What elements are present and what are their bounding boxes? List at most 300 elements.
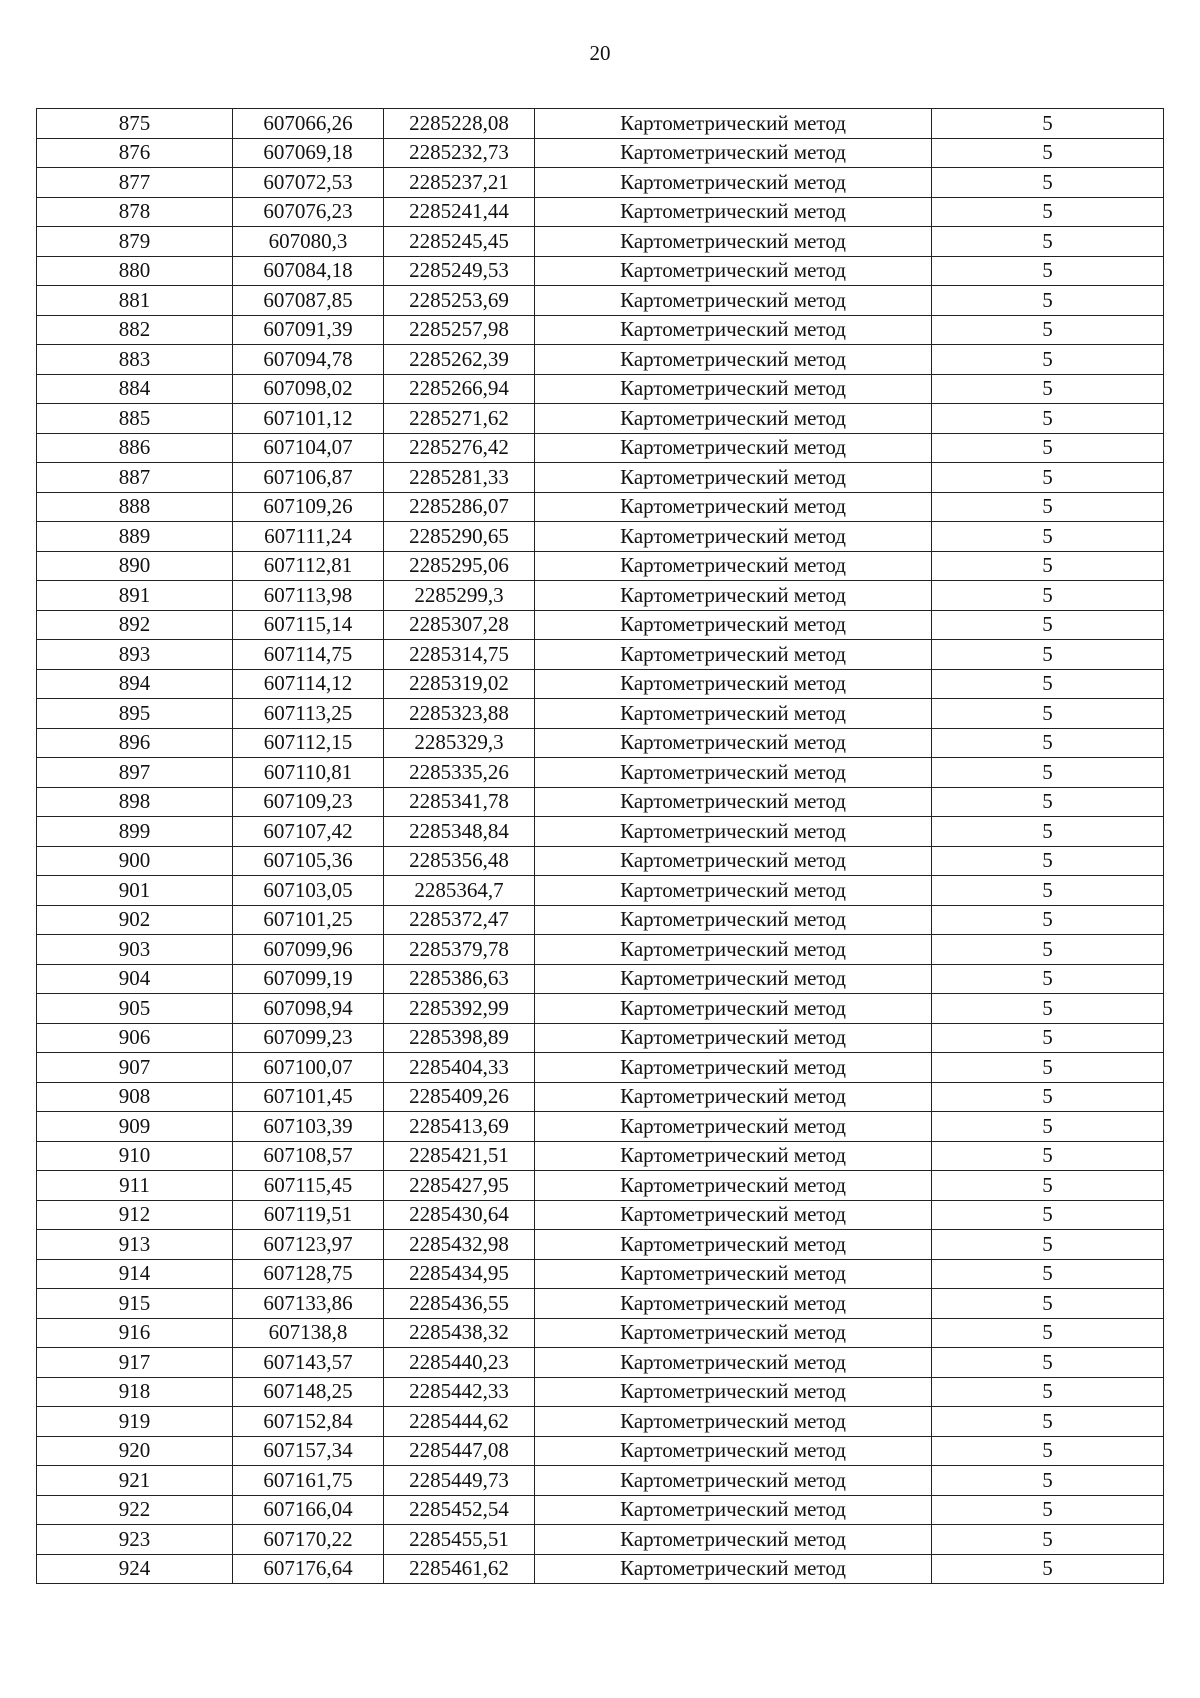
method-cell: Картометрический метод bbox=[535, 1348, 932, 1378]
point-number-cell: 923 bbox=[37, 1525, 233, 1555]
table-row bbox=[37, 433, 1164, 463]
y-coordinate-cell: 2285440,23 bbox=[384, 1348, 535, 1378]
x-coordinate-cell: 607099,96 bbox=[233, 935, 384, 965]
table-row bbox=[37, 551, 1164, 581]
accuracy-cell: 5 bbox=[932, 227, 1164, 257]
accuracy-cell: 5 bbox=[932, 581, 1164, 611]
y-coordinate-cell: 2285348,84 bbox=[384, 817, 535, 847]
point-number-cell: 910 bbox=[37, 1141, 233, 1171]
point-number-cell: 912 bbox=[37, 1200, 233, 1230]
accuracy-cell: 5 bbox=[932, 168, 1164, 198]
x-coordinate-cell: 607176,64 bbox=[233, 1554, 384, 1584]
accuracy-cell: 5 bbox=[932, 404, 1164, 434]
y-coordinate-cell: 2285232,73 bbox=[384, 138, 535, 168]
y-coordinate-cell: 2285398,89 bbox=[384, 1023, 535, 1053]
accuracy-cell: 5 bbox=[932, 1082, 1164, 1112]
accuracy-cell: 5 bbox=[932, 109, 1164, 139]
x-coordinate-cell: 607104,07 bbox=[233, 433, 384, 463]
accuracy-cell: 5 bbox=[932, 669, 1164, 699]
method-cell: Картометрический метод bbox=[535, 1171, 932, 1201]
method-cell: Картометрический метод bbox=[535, 817, 932, 847]
method-cell: Картометрический метод bbox=[535, 1525, 932, 1555]
point-number-cell: 882 bbox=[37, 315, 233, 345]
y-coordinate-cell: 2285427,95 bbox=[384, 1171, 535, 1201]
x-coordinate-cell: 607152,84 bbox=[233, 1407, 384, 1437]
accuracy-cell: 5 bbox=[932, 1230, 1164, 1260]
accuracy-cell: 5 bbox=[932, 1466, 1164, 1496]
method-cell: Картометрический метод bbox=[535, 551, 932, 581]
point-number-cell: 901 bbox=[37, 876, 233, 906]
table-row bbox=[37, 1259, 1164, 1289]
x-coordinate-cell: 607112,15 bbox=[233, 728, 384, 758]
method-cell: Картометрический метод bbox=[535, 758, 932, 788]
method-cell: Картометрический метод bbox=[535, 846, 932, 876]
accuracy-cell: 5 bbox=[932, 463, 1164, 493]
table-row bbox=[37, 1495, 1164, 1525]
y-coordinate-cell: 2285249,53 bbox=[384, 256, 535, 286]
y-coordinate-cell: 2285409,26 bbox=[384, 1082, 535, 1112]
table-row bbox=[37, 728, 1164, 758]
table-row bbox=[37, 1200, 1164, 1230]
x-coordinate-cell: 607094,78 bbox=[233, 345, 384, 375]
table-row bbox=[37, 964, 1164, 994]
table-row bbox=[37, 758, 1164, 788]
accuracy-cell: 5 bbox=[932, 256, 1164, 286]
accuracy-cell: 5 bbox=[932, 1436, 1164, 1466]
accuracy-cell: 5 bbox=[932, 1525, 1164, 1555]
x-coordinate-cell: 607072,53 bbox=[233, 168, 384, 198]
table-row bbox=[37, 1436, 1164, 1466]
table-row bbox=[37, 787, 1164, 817]
table-row bbox=[37, 699, 1164, 729]
y-coordinate-cell: 2285379,78 bbox=[384, 935, 535, 965]
method-cell: Картометрический метод bbox=[535, 1318, 932, 1348]
method-cell: Картометрический метод bbox=[535, 699, 932, 729]
y-coordinate-cell: 2285449,73 bbox=[384, 1466, 535, 1496]
x-coordinate-cell: 607080,3 bbox=[233, 227, 384, 257]
table-row bbox=[37, 345, 1164, 375]
accuracy-cell: 5 bbox=[932, 935, 1164, 965]
method-cell: Картометрический метод bbox=[535, 1407, 932, 1437]
point-number-cell: 896 bbox=[37, 728, 233, 758]
table-row bbox=[37, 138, 1164, 168]
x-coordinate-cell: 607111,24 bbox=[233, 522, 384, 552]
accuracy-cell: 5 bbox=[932, 1289, 1164, 1319]
table-row bbox=[37, 1377, 1164, 1407]
point-number-cell: 905 bbox=[37, 994, 233, 1024]
point-number-cell: 920 bbox=[37, 1436, 233, 1466]
accuracy-cell: 5 bbox=[932, 1259, 1164, 1289]
point-number-cell: 893 bbox=[37, 640, 233, 670]
point-number-cell: 909 bbox=[37, 1112, 233, 1142]
point-number-cell: 884 bbox=[37, 374, 233, 404]
method-cell: Картометрический метод bbox=[535, 876, 932, 906]
point-number-cell: 921 bbox=[37, 1466, 233, 1496]
y-coordinate-cell: 2285241,44 bbox=[384, 197, 535, 227]
point-number-cell: 876 bbox=[37, 138, 233, 168]
method-cell: Картометрический метод bbox=[535, 964, 932, 994]
point-number-cell: 917 bbox=[37, 1348, 233, 1378]
table-row bbox=[37, 935, 1164, 965]
x-coordinate-cell: 607119,51 bbox=[233, 1200, 384, 1230]
x-coordinate-cell: 607099,19 bbox=[233, 964, 384, 994]
y-coordinate-cell: 2285356,48 bbox=[384, 846, 535, 876]
table-row bbox=[37, 227, 1164, 257]
table-row bbox=[37, 1171, 1164, 1201]
y-coordinate-cell: 2285281,33 bbox=[384, 463, 535, 493]
point-number-cell: 902 bbox=[37, 905, 233, 935]
y-coordinate-cell: 2285257,98 bbox=[384, 315, 535, 345]
point-number-cell: 907 bbox=[37, 1053, 233, 1083]
point-number-cell: 898 bbox=[37, 787, 233, 817]
point-number-cell: 900 bbox=[37, 846, 233, 876]
accuracy-cell: 5 bbox=[932, 138, 1164, 168]
point-number-cell: 904 bbox=[37, 964, 233, 994]
y-coordinate-cell: 2285314,75 bbox=[384, 640, 535, 670]
method-cell: Картометрический метод bbox=[535, 1259, 932, 1289]
x-coordinate-cell: 607108,57 bbox=[233, 1141, 384, 1171]
y-coordinate-cell: 2285444,62 bbox=[384, 1407, 535, 1437]
x-coordinate-cell: 607115,14 bbox=[233, 610, 384, 640]
method-cell: Картометрический метод bbox=[535, 994, 932, 1024]
method-cell: Картометрический метод bbox=[535, 197, 932, 227]
y-coordinate-cell: 2285319,02 bbox=[384, 669, 535, 699]
accuracy-cell: 5 bbox=[932, 817, 1164, 847]
method-cell: Картометрический метод bbox=[535, 1554, 932, 1584]
point-number-cell: 908 bbox=[37, 1082, 233, 1112]
x-coordinate-cell: 607101,25 bbox=[233, 905, 384, 935]
table-row bbox=[37, 1289, 1164, 1319]
page-number: 20 bbox=[589, 41, 611, 65]
x-coordinate-cell: 607069,18 bbox=[233, 138, 384, 168]
y-coordinate-cell: 2285461,62 bbox=[384, 1554, 535, 1584]
y-coordinate-cell: 2285253,69 bbox=[384, 286, 535, 316]
table-row bbox=[37, 1230, 1164, 1260]
method-cell: Картометрический метод bbox=[535, 227, 932, 257]
x-coordinate-cell: 607138,8 bbox=[233, 1318, 384, 1348]
method-cell: Картометрический метод bbox=[535, 787, 932, 817]
y-coordinate-cell: 2285438,32 bbox=[384, 1318, 535, 1348]
y-coordinate-cell: 2285432,98 bbox=[384, 1230, 535, 1260]
y-coordinate-cell: 2285266,94 bbox=[384, 374, 535, 404]
method-cell: Картометрический метод bbox=[535, 1230, 932, 1260]
accuracy-cell: 5 bbox=[932, 522, 1164, 552]
point-number-cell: 922 bbox=[37, 1495, 233, 1525]
x-coordinate-cell: 607103,39 bbox=[233, 1112, 384, 1142]
method-cell: Картометрический метод bbox=[535, 1112, 932, 1142]
y-coordinate-cell: 2285295,06 bbox=[384, 551, 535, 581]
accuracy-cell: 5 bbox=[932, 1023, 1164, 1053]
method-cell: Картометрический метод bbox=[535, 463, 932, 493]
y-coordinate-cell: 2285290,65 bbox=[384, 522, 535, 552]
accuracy-cell: 5 bbox=[932, 1318, 1164, 1348]
table-row bbox=[37, 1554, 1164, 1584]
y-coordinate-cell: 2285413,69 bbox=[384, 1112, 535, 1142]
method-cell: Картометрический метод bbox=[535, 905, 932, 935]
x-coordinate-cell: 607098,02 bbox=[233, 374, 384, 404]
table-row bbox=[37, 640, 1164, 670]
point-number-cell: 885 bbox=[37, 404, 233, 434]
table-row bbox=[37, 1407, 1164, 1437]
method-cell: Картометрический метод bbox=[535, 1200, 932, 1230]
y-coordinate-cell: 2285421,51 bbox=[384, 1141, 535, 1171]
accuracy-cell: 5 bbox=[932, 551, 1164, 581]
table-row bbox=[37, 315, 1164, 345]
point-number-cell: 911 bbox=[37, 1171, 233, 1201]
method-cell: Картометрический метод bbox=[535, 286, 932, 316]
x-coordinate-cell: 607143,57 bbox=[233, 1348, 384, 1378]
method-cell: Картометрический метод bbox=[535, 522, 932, 552]
point-number-cell: 890 bbox=[37, 551, 233, 581]
point-number-cell: 880 bbox=[37, 256, 233, 286]
accuracy-cell: 5 bbox=[932, 492, 1164, 522]
method-cell: Картометрический метод bbox=[535, 138, 932, 168]
x-coordinate-cell: 607084,18 bbox=[233, 256, 384, 286]
accuracy-cell: 5 bbox=[932, 728, 1164, 758]
point-number-cell: 891 bbox=[37, 581, 233, 611]
table-row bbox=[37, 1141, 1164, 1171]
x-coordinate-cell: 607106,87 bbox=[233, 463, 384, 493]
table-row bbox=[37, 1023, 1164, 1053]
y-coordinate-cell: 2285452,54 bbox=[384, 1495, 535, 1525]
table-row bbox=[37, 876, 1164, 906]
method-cell: Картометрический метод bbox=[535, 1053, 932, 1083]
method-cell: Картометрический метод bbox=[535, 1466, 932, 1496]
table-row bbox=[37, 404, 1164, 434]
y-coordinate-cell: 2285436,55 bbox=[384, 1289, 535, 1319]
x-coordinate-cell: 607105,36 bbox=[233, 846, 384, 876]
method-cell: Картометрический метод bbox=[535, 640, 932, 670]
table-row bbox=[37, 1112, 1164, 1142]
method-cell: Картометрический метод bbox=[535, 374, 932, 404]
y-coordinate-cell: 2285329,3 bbox=[384, 728, 535, 758]
point-number-cell: 913 bbox=[37, 1230, 233, 1260]
y-coordinate-cell: 2285455,51 bbox=[384, 1525, 535, 1555]
accuracy-cell: 5 bbox=[932, 433, 1164, 463]
x-coordinate-cell: 607098,94 bbox=[233, 994, 384, 1024]
table-row bbox=[37, 1348, 1164, 1378]
accuracy-cell: 5 bbox=[932, 374, 1164, 404]
method-cell: Картометрический метод bbox=[535, 109, 932, 139]
point-number-cell: 881 bbox=[37, 286, 233, 316]
method-cell: Картометрический метод bbox=[535, 492, 932, 522]
accuracy-cell: 5 bbox=[932, 1171, 1164, 1201]
x-coordinate-cell: 607123,97 bbox=[233, 1230, 384, 1260]
y-coordinate-cell: 2285271,62 bbox=[384, 404, 535, 434]
point-number-cell: 924 bbox=[37, 1554, 233, 1584]
accuracy-cell: 5 bbox=[932, 846, 1164, 876]
table-row bbox=[37, 994, 1164, 1024]
table-row bbox=[37, 168, 1164, 198]
accuracy-cell: 5 bbox=[932, 1495, 1164, 1525]
method-cell: Картометрический метод bbox=[535, 345, 932, 375]
y-coordinate-cell: 2285335,26 bbox=[384, 758, 535, 788]
x-coordinate-cell: 607066,26 bbox=[233, 109, 384, 139]
x-coordinate-cell: 607107,42 bbox=[233, 817, 384, 847]
accuracy-cell: 5 bbox=[932, 1377, 1164, 1407]
accuracy-cell: 5 bbox=[932, 610, 1164, 640]
y-coordinate-cell: 2285228,08 bbox=[384, 109, 535, 139]
accuracy-cell: 5 bbox=[932, 994, 1164, 1024]
table-row bbox=[37, 1053, 1164, 1083]
x-coordinate-cell: 607110,81 bbox=[233, 758, 384, 788]
table-row bbox=[37, 492, 1164, 522]
point-number-cell: 887 bbox=[37, 463, 233, 493]
accuracy-cell: 5 bbox=[932, 1554, 1164, 1584]
accuracy-cell: 5 bbox=[932, 1407, 1164, 1437]
y-coordinate-cell: 2285404,33 bbox=[384, 1053, 535, 1083]
x-coordinate-cell: 607087,85 bbox=[233, 286, 384, 316]
table-row bbox=[37, 109, 1164, 139]
table-row bbox=[37, 463, 1164, 493]
x-coordinate-cell: 607101,45 bbox=[233, 1082, 384, 1112]
x-coordinate-cell: 607170,22 bbox=[233, 1525, 384, 1555]
y-coordinate-cell: 2285286,07 bbox=[384, 492, 535, 522]
point-number-cell: 915 bbox=[37, 1289, 233, 1319]
table-row bbox=[37, 610, 1164, 640]
table-row bbox=[37, 905, 1164, 935]
coordinates-table bbox=[36, 108, 1164, 1584]
point-number-cell: 895 bbox=[37, 699, 233, 729]
y-coordinate-cell: 2285262,39 bbox=[384, 345, 535, 375]
method-cell: Картометрический метод bbox=[535, 433, 932, 463]
y-coordinate-cell: 2285237,21 bbox=[384, 168, 535, 198]
method-cell: Картометрический метод bbox=[535, 1082, 932, 1112]
accuracy-cell: 5 bbox=[932, 787, 1164, 817]
method-cell: Картометрический метод bbox=[535, 935, 932, 965]
y-coordinate-cell: 2285307,28 bbox=[384, 610, 535, 640]
table-row bbox=[37, 522, 1164, 552]
method-cell: Картометрический метод bbox=[535, 610, 932, 640]
method-cell: Картометрический метод bbox=[535, 1436, 932, 1466]
x-coordinate-cell: 607161,75 bbox=[233, 1466, 384, 1496]
accuracy-cell: 5 bbox=[932, 876, 1164, 906]
x-coordinate-cell: 607128,75 bbox=[233, 1259, 384, 1289]
point-number-cell: 892 bbox=[37, 610, 233, 640]
method-cell: Картометрический метод bbox=[535, 1289, 932, 1319]
table-row bbox=[37, 1466, 1164, 1496]
method-cell: Картометрический метод bbox=[535, 1495, 932, 1525]
point-number-cell: 897 bbox=[37, 758, 233, 788]
x-coordinate-cell: 607115,45 bbox=[233, 1171, 384, 1201]
x-coordinate-cell: 607112,81 bbox=[233, 551, 384, 581]
table-row bbox=[37, 669, 1164, 699]
accuracy-cell: 5 bbox=[932, 286, 1164, 316]
x-coordinate-cell: 607133,86 bbox=[233, 1289, 384, 1319]
accuracy-cell: 5 bbox=[932, 345, 1164, 375]
x-coordinate-cell: 607166,04 bbox=[233, 1495, 384, 1525]
x-coordinate-cell: 607157,34 bbox=[233, 1436, 384, 1466]
y-coordinate-cell: 2285434,95 bbox=[384, 1259, 535, 1289]
point-number-cell: 906 bbox=[37, 1023, 233, 1053]
table-row bbox=[37, 286, 1164, 316]
x-coordinate-cell: 607091,39 bbox=[233, 315, 384, 345]
x-coordinate-cell: 607099,23 bbox=[233, 1023, 384, 1053]
y-coordinate-cell: 2285430,64 bbox=[384, 1200, 535, 1230]
point-number-cell: 889 bbox=[37, 522, 233, 552]
point-number-cell: 914 bbox=[37, 1259, 233, 1289]
point-number-cell: 877 bbox=[37, 168, 233, 198]
y-coordinate-cell: 2285276,42 bbox=[384, 433, 535, 463]
point-number-cell: 903 bbox=[37, 935, 233, 965]
accuracy-cell: 5 bbox=[932, 964, 1164, 994]
x-coordinate-cell: 607101,12 bbox=[233, 404, 384, 434]
x-coordinate-cell: 607076,23 bbox=[233, 197, 384, 227]
point-number-cell: 886 bbox=[37, 433, 233, 463]
point-number-cell: 875 bbox=[37, 109, 233, 139]
y-coordinate-cell: 2285341,78 bbox=[384, 787, 535, 817]
point-number-cell: 888 bbox=[37, 492, 233, 522]
y-coordinate-cell: 2285392,99 bbox=[384, 994, 535, 1024]
x-coordinate-cell: 607109,26 bbox=[233, 492, 384, 522]
y-coordinate-cell: 2285442,33 bbox=[384, 1377, 535, 1407]
accuracy-cell: 5 bbox=[932, 1112, 1164, 1142]
table-row bbox=[37, 1082, 1164, 1112]
point-number-cell: 878 bbox=[37, 197, 233, 227]
method-cell: Картометрический метод bbox=[535, 315, 932, 345]
table-row bbox=[37, 374, 1164, 404]
table-row bbox=[37, 256, 1164, 286]
method-cell: Картометрический метод bbox=[535, 1023, 932, 1053]
point-number-cell: 916 bbox=[37, 1318, 233, 1348]
x-coordinate-cell: 607114,12 bbox=[233, 669, 384, 699]
y-coordinate-cell: 2285245,45 bbox=[384, 227, 535, 257]
point-number-cell: 899 bbox=[37, 817, 233, 847]
accuracy-cell: 5 bbox=[932, 1141, 1164, 1171]
x-coordinate-cell: 607103,05 bbox=[233, 876, 384, 906]
x-coordinate-cell: 607109,23 bbox=[233, 787, 384, 817]
y-coordinate-cell: 2285447,08 bbox=[384, 1436, 535, 1466]
y-coordinate-cell: 2285386,63 bbox=[384, 964, 535, 994]
accuracy-cell: 5 bbox=[932, 758, 1164, 788]
method-cell: Картометрический метод bbox=[535, 581, 932, 611]
point-number-cell: 879 bbox=[37, 227, 233, 257]
method-cell: Картометрический метод bbox=[535, 168, 932, 198]
x-coordinate-cell: 607113,98 bbox=[233, 581, 384, 611]
point-number-cell: 894 bbox=[37, 669, 233, 699]
table-row bbox=[37, 197, 1164, 227]
table-row bbox=[37, 817, 1164, 847]
accuracy-cell: 5 bbox=[932, 1053, 1164, 1083]
x-coordinate-cell: 607148,25 bbox=[233, 1377, 384, 1407]
point-number-cell: 919 bbox=[37, 1407, 233, 1437]
method-cell: Картометрический метод bbox=[535, 1141, 932, 1171]
x-coordinate-cell: 607114,75 bbox=[233, 640, 384, 670]
table-row bbox=[37, 1318, 1164, 1348]
method-cell: Картометрический метод bbox=[535, 669, 932, 699]
coordinates-table-body bbox=[37, 109, 1164, 1584]
accuracy-cell: 5 bbox=[932, 1348, 1164, 1378]
method-cell: Картометрический метод bbox=[535, 404, 932, 434]
table-row bbox=[37, 846, 1164, 876]
y-coordinate-cell: 2285299,3 bbox=[384, 581, 535, 611]
point-number-cell: 883 bbox=[37, 345, 233, 375]
accuracy-cell: 5 bbox=[932, 197, 1164, 227]
method-cell: Картометрический метод bbox=[535, 1377, 932, 1407]
accuracy-cell: 5 bbox=[932, 1200, 1164, 1230]
method-cell: Картометрический метод bbox=[535, 728, 932, 758]
point-number-cell: 918 bbox=[37, 1377, 233, 1407]
y-coordinate-cell: 2285372,47 bbox=[384, 905, 535, 935]
accuracy-cell: 5 bbox=[932, 640, 1164, 670]
accuracy-cell: 5 bbox=[932, 905, 1164, 935]
table-row bbox=[37, 581, 1164, 611]
y-coordinate-cell: 2285364,7 bbox=[384, 876, 535, 906]
x-coordinate-cell: 607100,07 bbox=[233, 1053, 384, 1083]
accuracy-cell: 5 bbox=[932, 699, 1164, 729]
accuracy-cell: 5 bbox=[932, 315, 1164, 345]
x-coordinate-cell: 607113,25 bbox=[233, 699, 384, 729]
